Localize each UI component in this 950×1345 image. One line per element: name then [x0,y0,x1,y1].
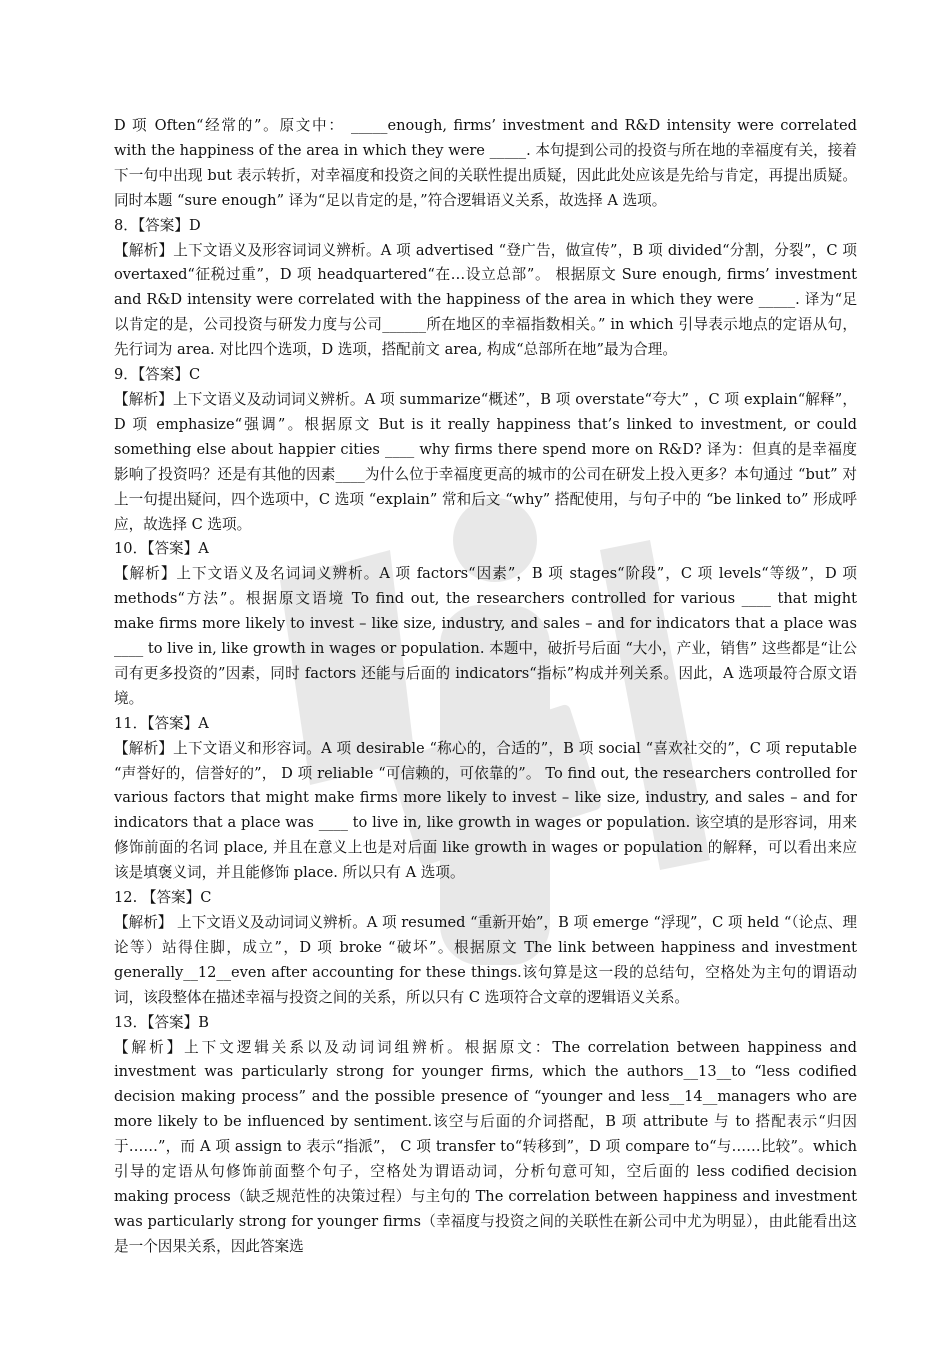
answer-heading-9: 9．【答案】C [114,366,201,384]
answer-heading-12: 12. 【答案】C [114,889,212,907]
analysis-paragraph-10: 【解析】上下文语义及名词词义辨析。A 项 factors“因素”，B 项 stages“阶段”，C 项 levels“等级”，D 项 methods“方法”。根据原文语境 To find out, the researchers controlled for various ____ that might make firms more likely to invest – like size, industry, and sales – and for indicators that a place was ____ to live in, like growth in wages or population. 本题中，破折号后面 “大小，产业，销售” 这些都是“让公司有更多投资的”因素，同时 factors 还能与后面的 indicators“指标”构成并列关系。因此，A 选项最符合原文语境。 [114,565,857,707]
answer-heading-13: 13．【答案】B [114,1013,209,1031]
answer-heading-11: 11．【答案】A [114,714,209,732]
analysis-paragraph-9: 【解析】上下文语义及动词词义辨析。A 项 summarize“概述”，B 项 overstate“夸大” ，C 项 explain“解释”， D 项 emphasize“强调”。根据原文 But is it really happiness that’s linked to investment, or could something else about happier cities ____ why firms there spend more on R&D? 译为：但真的是幸福度影响了投资吗？还是有其他的因素____为什么位于幸福度更高的城市的公司在研发上投入更多？本句通过 “but” 对上一句提出疑问，四个选项中，C 选项 “explain” 常和后文 “why” 搭配使用，与句子中的 “be linked to” 形成呼应，故选择 C 选项。 [114,390,857,533]
answer-heading-10: 10．【答案】A [114,540,209,558]
analysis-paragraph-13: 【解析】上下文逻辑关系以及动词词组辨析。根据原文：The correlation between happiness and investment was particularly strong for younger firms, which the authors__13__to “less codified decision making process” and the possible presence of “younger and less__14__managers who are more likely to be influenced by sentiment.该空与后面的介词搭配，B 项 attribute 与 to 搭配表示“归因于……”，而 A 项 assign to 表示“指派”， C 项 transfer to“转移到”，D 项 compare to“与……比较”。which 引导的定语从句修饰前面整个句子，空格处为谓语动词，分析句意可知，空后面的 less codified decision making process（缺乏规范性的决策过程）与主句的 The correlation between happiness and investment was particularly strong for younger firms（幸福度与投资之间的关联性在新公司中尤为明显），由此能看出这是一个因果关系，因此答案选 [114,1038,857,1255]
paragraph-option-d-explanation: D 项 Often“经常的”。原文中： _____enough, firms’ investment and R&D intensity were correlated with the happiness of the area in which they were _____. 本句提到公司的投资与所在地的幸福度有关，接着下一句中出现 but 表示转折，对幸福度和投资之间的关联性提出质疑，因此此处应该是先给与肯定，再提出质疑。同时本题 “sure enough” 译为“足以肯定的是，”符合逻辑语义关系，故选择 A 选项。 [114,117,857,209]
answer-heading-8: 8．【答案】D [114,216,201,234]
analysis-paragraph-8: 【解析】上下文语义及形容词词义辨析。A 项 advertised “登广告，做宣传”，B 项 divided“分割，分裂”，C 项 overtaxed“征税过重”，D 项 headquartered“在…设立总部”。 根据原文 Sure enough, firms’ investment and R&D intensity were correlated with the happiness of the area in which they were _____. 译为“足以肯定的是，公司投资与研发力度与公司______所在地区的幸福指数相关。” in which 引导表示地点的定语从句，先行词为 area. 对比四个选项，D 选项，搭配前文 area, 构成“总部所在地”最为合理。 [114,241,857,359]
analysis-paragraph-11: 【解析】上下文语义和形容词。A 项 desirable “称心的，合适的”，B 项 social “喜欢社交的”，C 项 reputable “声誉好的，信誉好的”， D 项 reliable “可信赖的，可依靠的”。 To find out, the researchers controlled for various factors that might make firms more likely to invest – like size, industry, and sales – and for indicators that a place was ____ to live in, like growth in wages or population. 该空填的是形容词，用来修饰前面的名词 place, 并且在意义上也是对后面 like growth in wages or population 的解释，可以看出来应该是填褒义词，并且能修饰 place. 所以只有 A 选项。 [114,739,857,882]
article-body [114,114,857,1260]
analysis-paragraph-12: 【解析】 上下文语义及动词词义辨析。A 项 resumed “重新开始”，B 项 emerge “浮现”，C 项 held “（论点、理论等）站得住脚，成立”，D 项 broke “破坏”。根据原文 The link between happiness and investment generally__12__even after accounting for these things.该句算是这一段的总结句，空格处为主句的谓语动词，该段整体在描述幸福与投资之间的关系，所以只有 C 选项符合文章的逻辑语义关系。 [114,914,857,1006]
